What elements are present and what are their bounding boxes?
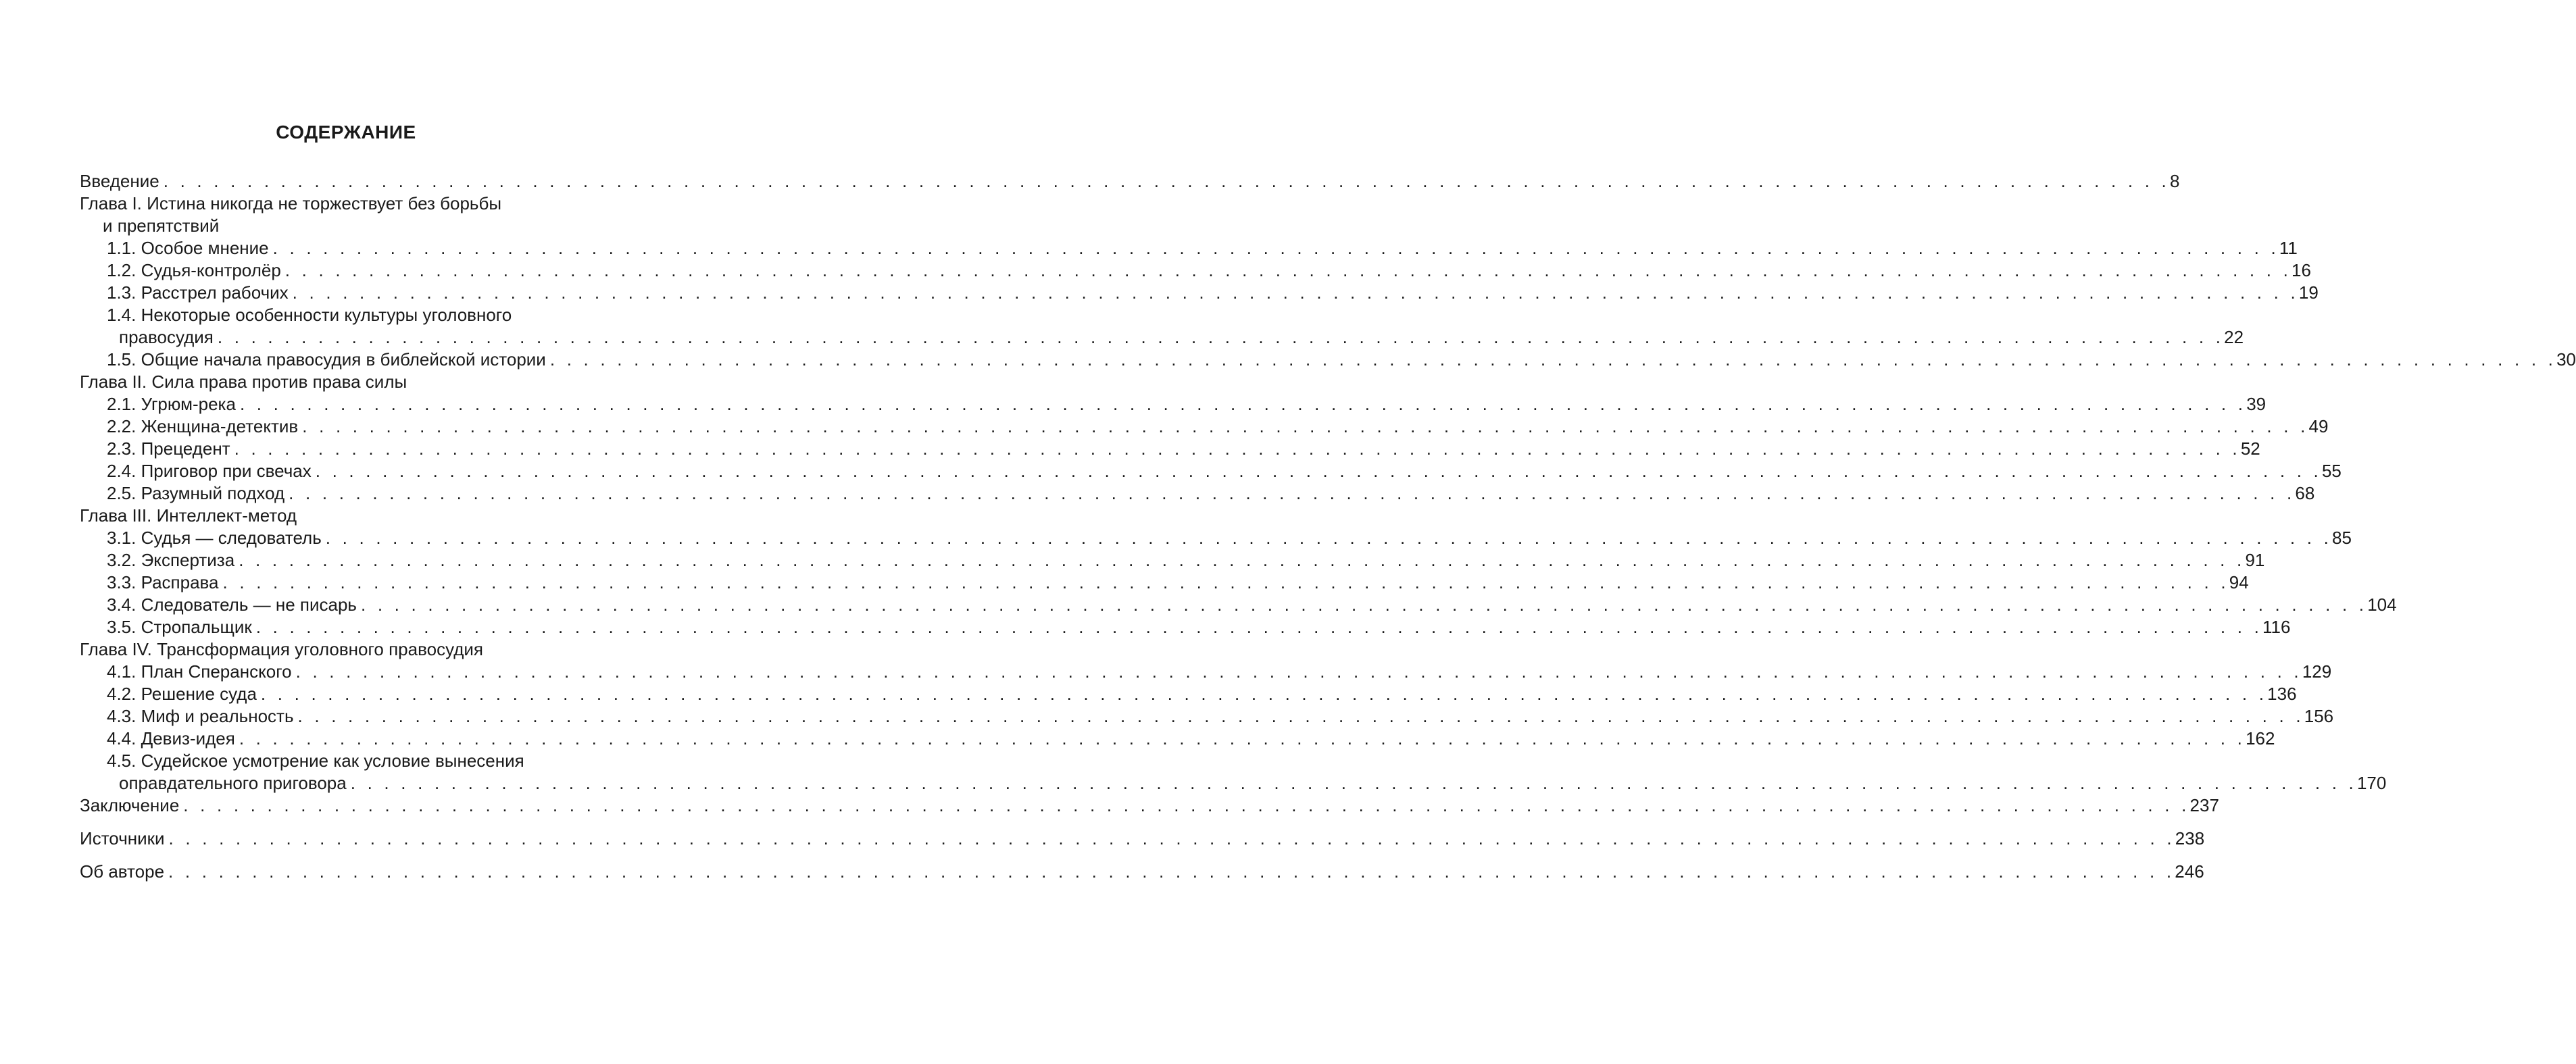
toc-entry xyxy=(80,304,610,326)
dot-leader: . . . . . . . . . . . . . . . . . . . . . . . . . . . . . . . . . . . . . . . . . . . . . . . . . . . . . . . . . . . . . . . . . . . . . . . . . . . . . . . . . . . . . . . . . . . . . . . . . . . . . . . . . . . . . . . . . . . . . . . . xyxy=(239,394,2247,414)
toc-page-number: 49 xyxy=(2308,416,2329,436)
dot-leader: . . . . . . . . . . . . . . . . . . . . . . . . . . . . . . . . . . . . . . . . . . . . . . . . . . . . . . . . . . . . . . . . . . . . . . . . . . . . . . . . . . . . . . . . . . . . . . . . . . . . . . . . . . . . . . . . . . . . . . . . xyxy=(302,416,2309,436)
toc-page-number: 170 xyxy=(2356,773,2387,793)
toc-entry xyxy=(80,371,610,393)
toc-page-number: 55 xyxy=(2321,461,2342,481)
toc-page-number: 68 xyxy=(2295,483,2315,503)
toc-entry-title: Введение xyxy=(80,171,159,191)
toc-entry-title: 2.5. Разумный подход xyxy=(107,483,285,503)
toc-entry-title: 3.1. Судья — следователь xyxy=(107,528,322,548)
toc-entry-title: 2.4. Приговор при свечах xyxy=(107,461,312,481)
toc-entry xyxy=(80,282,2319,304)
dot-leader: . . . . . . . . . . . . . . . . . . . . . . . . . . . . . . . . . . . . . . . . . . . . . . . . . . . . . . . . . . . . . . . . . . . . . . . . . . . . . . . . . . . . . . . . . . . . . . . . . . . . . . . . . . . . . . . . . . . . . . . . xyxy=(239,728,2246,749)
toc-entry xyxy=(80,750,610,772)
dot-leader: . . . . . . . . . . . . . . . . . . . . . . . . . . . . . . . . . . . . . . . . . . . . . . . . . . . . . . . . . . . . . . . . . . . . . . . . . . . . . . . . . . . . . . . . . . . . . . . . . . . . . . . . . . . . . . . . . . . . . . . . xyxy=(239,550,2246,570)
dot-leader: . . . . . . . . . . . . . . . . . . . . . . . . . . . . . . . . . . . . . . . . . . . . . . . . . . . . . . . . . . . . . . . . . . . . . . . . . . . . . . . . . . . . . . . . . . . . . . . . . . . . . . . . . . . . . . . . . . . . . . . . xyxy=(360,594,2368,615)
toc-entry xyxy=(80,572,2249,594)
toc-entry xyxy=(80,438,2260,460)
dot-leader: . . . . . . . . . . . . . . . . . . . . . . . . . . . . . . . . . . . . . . . . . . . . . . . . . . . . . . . . . . . . . . . . . . . . . . . . . . . . . . . . . . . . . . . . . . . . . . . . . . . . . . . . . . . . . . . . . . . . . . . . xyxy=(284,260,2292,280)
page-title: СОДЕРЖАНИЕ xyxy=(276,122,416,143)
toc-entry xyxy=(80,349,2576,371)
dot-leader: . . . . . . . . . . . . . . . . . . . . . . . . . . . . . . . . . . . . . . . . . . . . . . . . . . . . . . . . . . . . . . . . . . . . . . . . . . . . . . . . . . . . . . . . . . . . . . . . . . . . . . . . . . . . . . . . . . . . . . . . xyxy=(297,706,2304,726)
dot-leader: . . . . . . . . . . . . . . . . . . . . . . . . . . . . . . . . . . . . . . . . . . . . . . . . . . . . . . . . . . . . . . . . . . . . . . . . . . . . . . . . . . . . . . . . . . . . . . . . . . . . . . . . . . . . . . . . . . . . . . . . xyxy=(260,684,2268,704)
toc-entry-title: 1.1. Особое мнение xyxy=(107,238,269,258)
toc-entry xyxy=(80,638,610,661)
toc-entry xyxy=(80,661,2332,683)
dot-leader: . . . . . . . . . . . . . . . . . . . . . . . . . . . . . . . . . . . . . . . . . . . . . . . . . . . . . . . . . . . . . . . . . . . . . . . . . . . . . . . . . . . . . . . . . . . . . . . . . . . . . . . . . . . . . . . . . . . . . . . . xyxy=(350,773,2357,793)
toc-entry xyxy=(80,215,610,237)
toc-page-number: 39 xyxy=(2246,394,2267,414)
toc-entry-title: Глава I. Истина никогда не торжествует без борьбы xyxy=(80,193,502,213)
toc-entry-title: 1.5. Общие начала правосудия в библейской истории xyxy=(107,349,546,370)
toc-page-number: 129 xyxy=(2302,661,2332,682)
toc-entry-title: 3.2. Экспертиза xyxy=(107,550,235,570)
toc-entry xyxy=(80,794,2219,817)
toc-entry-title: оправдательного приговора xyxy=(119,773,347,793)
dot-leader: . . . . . . . . . . . . . . . . . . . . . . . . . . . . . . . . . . . . . . . . . . . . . . . . . . . . . . . . . . . . . . . . . . . . . . . . . . . . . . . . . . . . . . . . . . . . . . . . . . . . . . . . . . . . . . . . . . . . . . . . xyxy=(217,327,2225,347)
dot-leader: . . . . . . . . . . . . . . . . . . . . . . . . . . . . . . . . . . . . . . . . . . . . . . . . . . . . . . . . . . . . . . . . . . . . . . . . . . . . . . . . . . . . . . . . . . . . . . . . . . . . . . . . . . . . . . . . . . . . . . . . xyxy=(163,171,2170,191)
toc-entry xyxy=(80,772,2387,794)
toc-page-number: 52 xyxy=(2240,438,2260,459)
toc-entry-title: 2.1. Угрюм-река xyxy=(107,394,236,414)
toc-entry-title: 1.4. Некоторые особенности культуры уголовного xyxy=(107,305,512,325)
toc-entry-title: 3.3. Расправа xyxy=(107,572,219,592)
toc-entry xyxy=(80,616,2291,638)
toc-entry-title: Глава III. Интеллект-метод xyxy=(80,505,297,526)
toc-entry xyxy=(80,527,2352,549)
dot-leader: . . . . . . . . . . . . . . . . . . . . . . . . . . . . . . . . . . . . . . . . . . . . . . . . . . . . . . . . . . . . . . . . . . . . . . . . . . . . . . . . . . . . . . . . . . . . . . . . . . . . . . . . . . . . . . . . . . . . . . . . xyxy=(315,461,2322,481)
toc-entry xyxy=(80,482,2315,505)
dot-leader: . . . . . . . . . . . . . . . . . . . . . . . . . . . . . . . . . . . . . . . . . . . . . . . . . . . . . . . . . . . . . . . . . . . . . . . . . . . . . . . . . . . . . . . . . . . . . . . . . . . . . . . . . . . . . . . . . . . . . . . . xyxy=(168,861,2175,882)
toc-page-number: 16 xyxy=(2292,260,2311,280)
dot-leader: . . . . . . . . . . . . . . . . . . . . . . . . . . . . . . . . . . . . . . . . . . . . . . . . . . . . . . . . . . . . . . . . . . . . . . . . . . . . . . . . . . . . . . . . . . . . . . . . . . . . . . . . . . . . . . . . . . . . . . . . xyxy=(168,828,2175,848)
toc-page-number: 104 xyxy=(2367,594,2397,615)
toc-entry xyxy=(80,705,2334,728)
toc-page-number: 116 xyxy=(2262,617,2291,637)
toc-page-number: 11 xyxy=(2279,238,2298,258)
toc-entry-title: 1.3. Расстрел рабочих xyxy=(107,282,289,303)
toc-page-number: 162 xyxy=(2246,728,2275,749)
toc-entry-title: 2.3. Прецедент xyxy=(107,438,230,459)
toc-page-number: 94 xyxy=(2229,572,2249,592)
toc-page-number: 8 xyxy=(2169,171,2180,191)
toc-entry-title: Источники xyxy=(80,828,165,848)
toc-entry xyxy=(80,393,2267,415)
toc-entry-title: и препятствий xyxy=(103,216,220,236)
toc-entry-title: 3.4. Следователь — не писарь xyxy=(107,594,357,615)
toc-entry-title: 4.4. Девиз-идея xyxy=(107,728,235,749)
table-of-contents xyxy=(80,170,2576,883)
toc-page-number: 246 xyxy=(2175,861,2204,882)
toc-entry xyxy=(80,728,2275,750)
toc-entry xyxy=(80,170,2180,193)
dot-leader: . . . . . . . . . . . . . . . . . . . . . . . . . . . . . . . . . . . . . . . . . . . . . . . . . . . . . . . . . . . . . . . . . . . . . . . . . . . . . . . . . . . . . . . . . . . . . . . . . . . . . . . . . . . . . . . . . . . . . . . . xyxy=(222,572,2229,592)
dot-leader: . . . . . . . . . . . . . . . . . . . . . . . . . . . . . . . . . . . . . . . . . . . . . . . . . . . . . . . . . . . . . . . . . . . . . . . . . . . . . . . . . . . . . . . . . . . . . . . . . . . . . . . . . . . . . . . . . . . . . . . . xyxy=(325,528,2333,548)
toc-entry xyxy=(80,326,2244,349)
toc-page-number: 156 xyxy=(2304,706,2334,726)
toc-entry xyxy=(80,415,2329,438)
toc-page-number: 85 xyxy=(2332,528,2352,548)
toc-entry xyxy=(80,861,2204,883)
toc-entry xyxy=(80,549,2265,572)
toc-page-number: 237 xyxy=(2189,795,2219,815)
toc-page-number: 22 xyxy=(2224,327,2244,347)
toc-entry-title: Заключение xyxy=(80,795,180,815)
toc-entry-title: 4.2. Решение суда xyxy=(107,684,257,704)
toc-entry-title: Об авторе xyxy=(80,861,165,882)
dot-leader: . . . . . . . . . . . . . . . . . . . . . . . . . . . . . . . . . . . . . . . . . . . . . . . . . . . . . . . . . . . . . . . . . . . . . . . . . . . . . . . . . . . . . . . . . . . . . . . . . . . . . . . . . . . . . . . . . . . . . . . . xyxy=(289,483,2296,503)
toc-entry xyxy=(80,193,610,215)
toc-entry xyxy=(80,259,2311,282)
toc-entry xyxy=(80,828,2205,850)
dot-leader: . . . . . . . . . . . . . . . . . . . . . . . . . . . . . . . . . . . . . . . . . . . . . . . . . . . . . . . . . . . . . . . . . . . . . . . . . . . . . . . . . . . . . . . . . . . . . . . . . . . . . . . . . . . . . . . . . . . . . . . . xyxy=(549,349,2557,370)
toc-entry-title: 4.5. Судейское усмотрение как условие вынесения xyxy=(107,751,524,771)
toc-page-number: 19 xyxy=(2298,282,2319,303)
toc-page-number: 238 xyxy=(2175,828,2205,848)
dot-leader: . . . . . . . . . . . . . . . . . . . . . . . . . . . . . . . . . . . . . . . . . . . . . . . . . . . . . . . . . . . . . . . . . . . . . . . . . . . . . . . . . . . . . . . . . . . . . . . . . . . . . . . . . . . . . . . . . . . . . . . . xyxy=(255,617,2262,637)
toc-entry xyxy=(80,237,2298,259)
dot-leader: . . . . . . . . . . . . . . . . . . . . . . . . . . . . . . . . . . . . . . . . . . . . . . . . . . . . . . . . . . . . . . . . . . . . . . . . . . . . . . . . . . . . . . . . . . . . . . . . . . . . . . . . . . . . . . . . . . . . . . . . xyxy=(295,661,2302,682)
toc-entry-title: 3.5. Стропальщик xyxy=(107,617,252,637)
toc-entry xyxy=(80,505,610,527)
toc-page-number: 30 xyxy=(2556,349,2576,370)
dot-leader: . . . . . . . . . . . . . . . . . . . . . . . . . . . . . . . . . . . . . . . . . . . . . . . . . . . . . . . . . . . . . . . . . . . . . . . . . . . . . . . . . . . . . . . . . . . . . . . . . . . . . . . . . . . . . . . . . . . . . . . . xyxy=(183,795,2190,815)
toc-entry-title: правосудия xyxy=(119,327,214,347)
toc-entry-title: 1.2. Судья-контролёр xyxy=(107,260,281,280)
dot-leader: . . . . . . . . . . . . . . . . . . . . . . . . . . . . . . . . . . . . . . . . . . . . . . . . . . . . . . . . . . . . . . . . . . . . . . . . . . . . . . . . . . . . . . . . . . . . . . . . . . . . . . . . . . . . . . . . . . . . . . . . xyxy=(234,438,2241,459)
toc-entry xyxy=(80,683,2297,705)
dot-leader: . . . . . . . . . . . . . . . . . . . . . . . . . . . . . . . . . . . . . . . . . . . . . . . . . . . . . . . . . . . . . . . . . . . . . . . . . . . . . . . . . . . . . . . . . . . . . . . . . . . . . . . . . . . . . . . . . . . . . . . . xyxy=(292,282,2299,303)
toc-entry-title: 4.1. План Сперанского xyxy=(107,661,292,682)
dot-leader: . . . . . . . . . . . . . . . . . . . . . . . . . . . . . . . . . . . . . . . . . . . . . . . . . . . . . . . . . . . . . . . . . . . . . . . . . . . . . . . . . . . . . . . . . . . . . . . . . . . . . . . . . . . . . . . . . . . . . . . . xyxy=(272,238,2279,258)
toc-entry-title: Глава IV. Трансформация уголовного правосудия xyxy=(80,639,483,659)
toc-entry xyxy=(80,594,2397,616)
toc-entry-title: 2.2. Женщина-детектив xyxy=(107,416,299,436)
toc-entry xyxy=(80,460,2342,482)
toc-page-number: 91 xyxy=(2245,550,2265,570)
toc-page-number: 136 xyxy=(2267,684,2297,704)
toc-entry-title: Глава II. Сила права против права силы xyxy=(80,372,407,392)
toc-entry-title: 4.3. Миф и реальность xyxy=(107,706,294,726)
